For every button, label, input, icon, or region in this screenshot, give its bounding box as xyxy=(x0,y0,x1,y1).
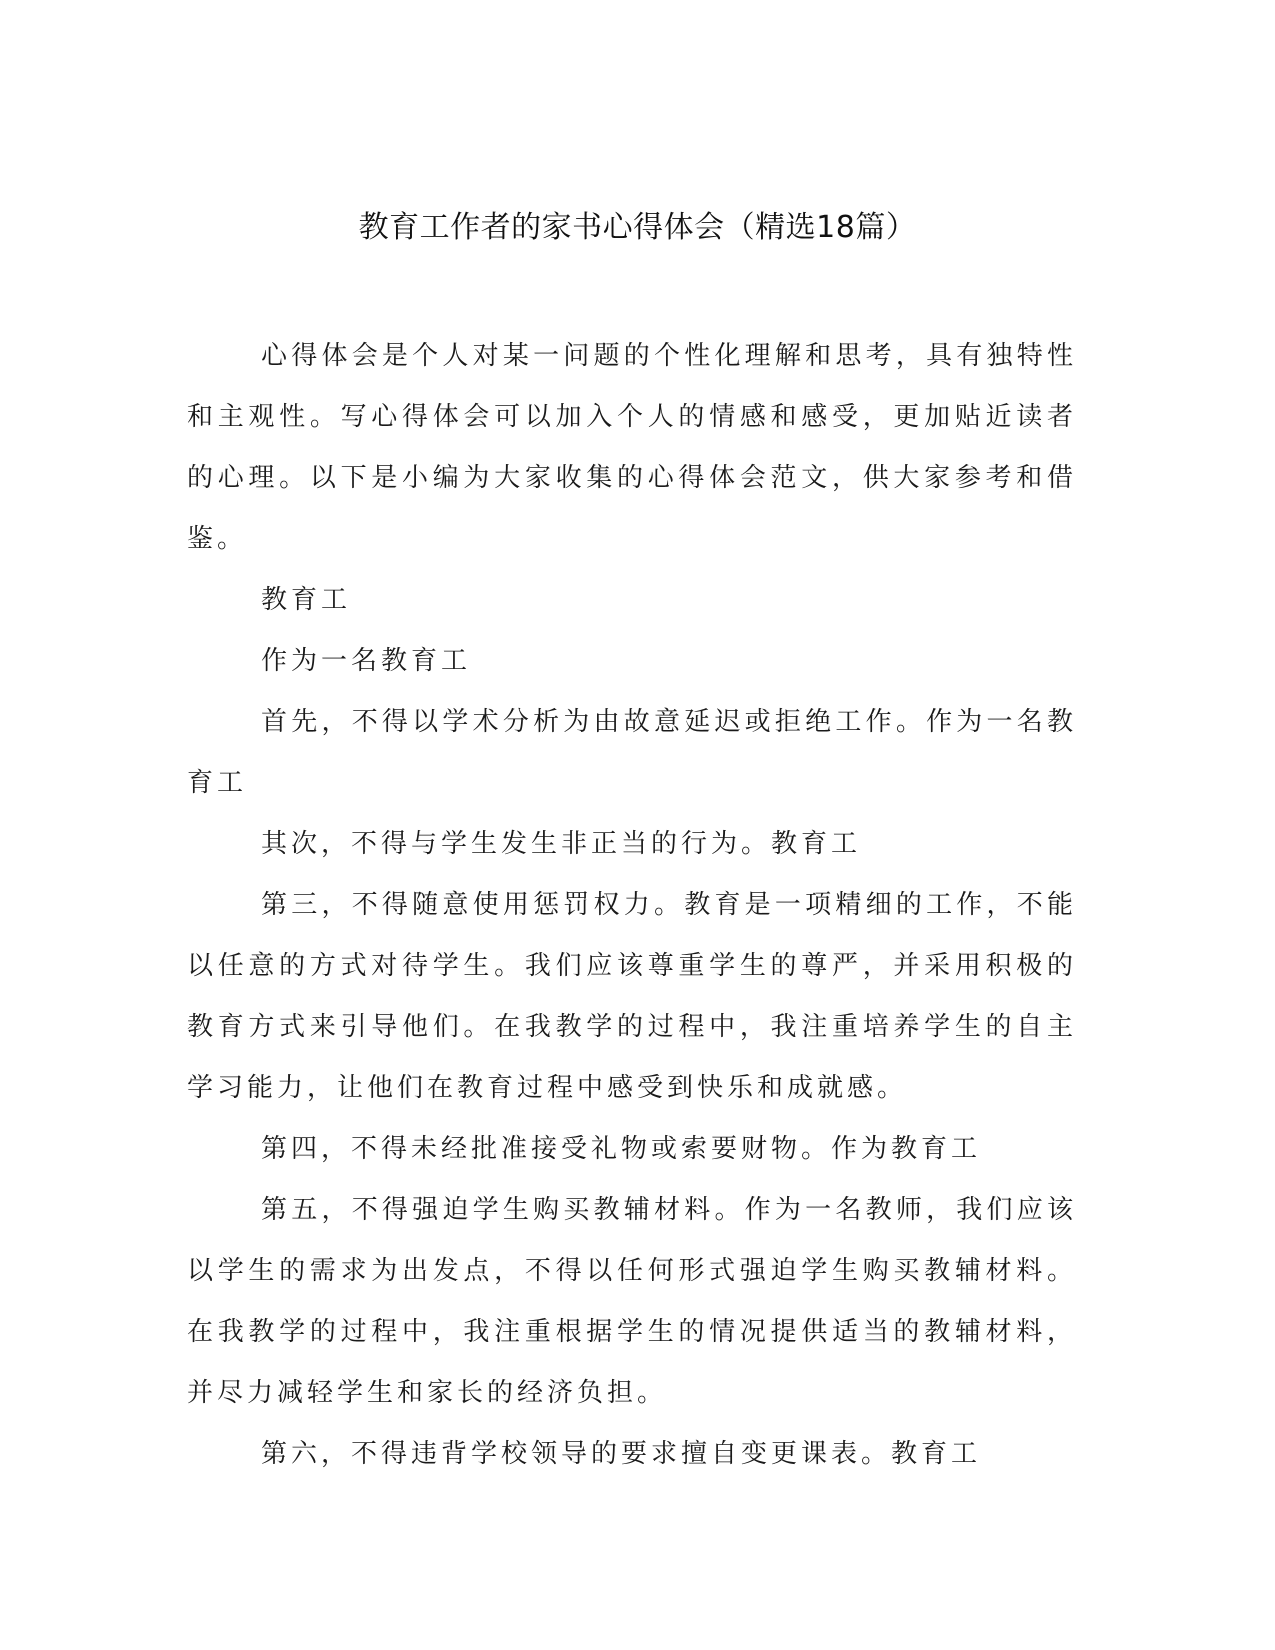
paragraph: 第三，不得随意使用惩罚权力。教育是一项精细的工作，不能以任意的方式对待学生。我们应该尊重学生的尊严，并采用积极的教育方式来引导他们。在我教学的过程中，我注重培养学生的自主学习能力，让他们在教育过程中感受到快乐和成就感。 xyxy=(187,890,1077,1103)
paragraph: 其次，不得与学生发生非正当的行为。教育工 xyxy=(261,829,862,859)
document-body xyxy=(187,326,1077,1485)
paragraph-intro: 心得体会是个人对某一问题的个性化理解和思考，具有独特性和主观性。写心得体会可以加入个人的情感和感受，更加贴近读者的心理。以下是小编为大家收集的心得体会范文，供大家参考和借鉴。 xyxy=(187,341,1077,554)
paragraph: 作为一名教育工 xyxy=(261,646,472,676)
paragraph: 第六，不得违背学校领导的要求擅自变更课表。教育工 xyxy=(261,1439,982,1469)
paragraph: 第五，不得强迫学生购买教辅材料。作为一名教师，我们应该以学生的需求为出发点，不得以任何形式强迫学生购买教辅材料。在我教学的过程中，我注重根据学生的情况提供适当的教辅材料，并尽力减轻学生和家长的经济负担。 xyxy=(187,1195,1077,1408)
document-title: 教育工作者的家书心得体会（精选18篇） xyxy=(358,210,917,245)
paragraph: 首先，不得以学术分析为由故意延迟或拒绝工作。作为一名教育工 xyxy=(187,707,1077,798)
paragraph: 第四，不得未经批准接受礼物或索要财物。作为教育工 xyxy=(261,1134,982,1164)
paragraph: 教育工 xyxy=(261,585,352,615)
